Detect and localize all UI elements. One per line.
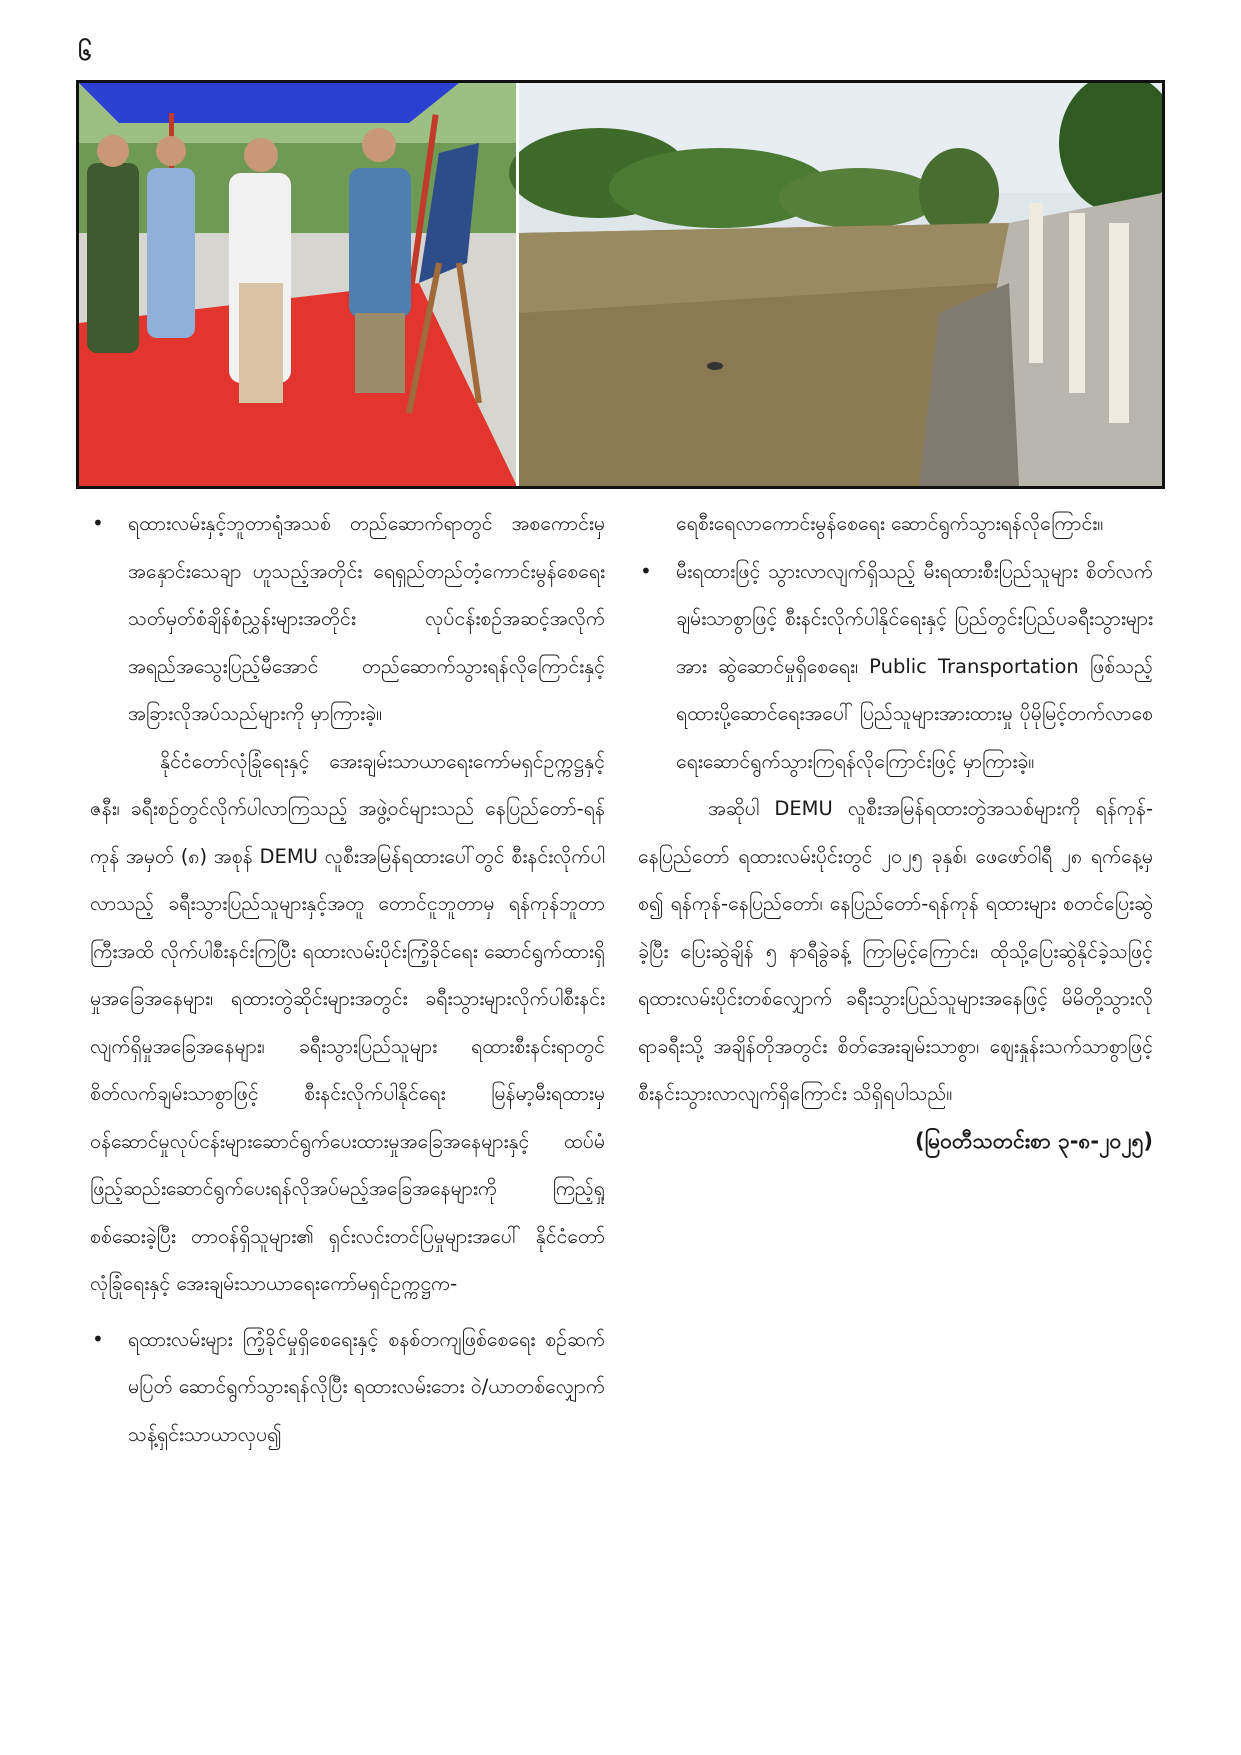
right-column bbox=[638, 500, 1153, 1165]
bullet-text: ရထားလမ်းများ ကြံ့ခိုင်မှုရှိစေရေးနှင့် စနစ်တကျဖြစ်စေရေး စဉ်ဆက်မပြတ် ဆောင်ရွက်သွားရန်လိုပြီး ရထားလမ်းဘေး ဝဲ/ယာတစ်လျှောက် သန့်ရှင်းသာယာလှပ၍ bbox=[128, 1327, 605, 1446]
body-paragraph: အဆိုပါ DEMU လူစီးအမြန်ရထားတွဲအသစ်များကို ရန်ကုန်-နေပြည်တော် ရထားလမ်းပိုင်းတွင် ၂၀၂၅ ခုနှစ်၊ ဖေဖော်ဝါရီ ၂၈ ရက်နေ့မှစ၍ ရန်ကုန်-နေပြည်တော်၊ နေပြည်တော်-ရန်ကုန် ရထားများ စတင်ပြေးဆွဲခဲ့ပြီး ပြေးဆွဲချိန် ၅ နာရီခွဲခန့် ကြာမြင့်ကြောင်း၊ ထိုသို့ပြေးဆွဲနိုင်ခဲ့သဖြင့် ရထားလမ်းပိုင်းတစ်လျှောက် ခရီးသွားပြည်သူများအနေဖြင့် မိမိတို့သွားလိုရာခရီးသို့ အချိန်တိုအတွင်း စိတ်အေးချမ်းသာစွာ၊ ဈေးနှုန်းသက်သာစွာဖြင့် စီးနင်းသွားလာလျက်ရှိကြောင်း သိရှိရပါသည်။ bbox=[638, 797, 1153, 1105]
bullet-item bbox=[90, 1316, 605, 1459]
page-number: ၆ bbox=[78, 38, 92, 66]
bullet-text: မီးရထားဖြင့် သွားလာလျက်ရှိသည့် မီးရထားစီးပြည်သူများ စိတ်လက်ချမ်းသာစွာဖြင့် စီးနင်းလိုက်ပါနိုင်ရေးနှင့် ပြည်တွင်းပြည်ပခရီးသွားများအား ဆွဲဆောင်မှုရှိစေရေး၊ Public Transportation ဖြစ်သည့် ရထားပို့ဆောင်ရေးအပေါ် ပြည်သူများအားထားမှု ပိုမိုမြင့်တက်လာစေရေးဆောင်ရွက်သွားကြရန်လိုကြောင်းဖြင့် မှာကြားခဲ့။ bbox=[676, 559, 1153, 773]
bullet-dot: • bbox=[640, 558, 652, 583]
bullet-text: ရထားလမ်းနှင့်ဘူတာရုံအသစ် တည်ဆောက်ရာတွင် အစကောင်းမှ အနှောင်းသေချာ ဟူသည့်အတိုင်း ရေရှည်တည်တံ့ကောင်းမွန်စေရေး သတ်မှတ်စံချိန်စံညွှန်းများအတိုင်း လုပ်ငန်းစဉ်အဆင့်အလိုက် အရည်အသွေးပြည့်မီအောင် တည်ဆောက်သွားရန်လိုကြောင်းနှင့် အခြားလိုအပ်သည်များကို မှာကြားခဲ့။ bbox=[128, 512, 605, 725]
continued-bullet-text: ရေစီးရေလာကောင်းမွန်စေရေး ဆောင်ရွက်သွားရန်လိုကြောင်း။ bbox=[676, 512, 1104, 535]
source-citation: (မြဝတီသတင်းစာ ၃-၈-၂၀၂၅) bbox=[915, 1128, 1153, 1153]
bullet-dot: • bbox=[92, 511, 104, 535]
bullet-item bbox=[638, 548, 1153, 786]
photo-frame bbox=[76, 80, 1165, 489]
photo-collage bbox=[79, 83, 1162, 486]
body-paragraph: နိုင်ငံတော်လုံခြုံရေးနှင့် အေးချမ်းသာယာရေးကော်မရှင်ဥက္ကဋ္ဌနှင့် ဇနီး၊ ခရီးစဉ်တွင်လိုက်ပါလာကြသည့် အဖွဲ့ဝင်များသည် နေပြည်တော်-ရန်ကုန် အမှတ် (၈) အစုန် DEMU လူစီးအမြန်ရထားပေါ်တွင် စီးနင်းလိုက်ပါလာသည့် ခရီးသွားပြည်သူများနှင့်အတူ တောင်ငူဘူတာမှ ရန်ကုန်ဘူတာကြီးအထိ လိုက်ပါစီးနင်းကြပြီး ရထားလမ်းပိုင်းကြံ့ခိုင်ရေး ဆောင်ရွက်ထားရှိမှုအခြေအနေများ၊ ရထားတွဲဆိုင်းများအတွင်း ခရီးသွားများလိုက်ပါစီးနင်းလျက်ရှိမှုအခြေအနေများ၊ ခရီးသွားပြည်သူများ ရထားစီးနင်းရာတွင် စိတ်လက်ချမ်းသာစွာဖြင့် စီးနင်းလိုက်ပါနိုင်ရေး မြန်မာ့မီးရထားမှဝန်ဆောင်မှုလုပ်ငန်းများဆောင်ရွက်ပေးထားမှုအခြေအနေများနှင့် ထပ်မံဖြည့်ဆည်းဆောင်ရွက်ပေးရန်လိုအပ်မည့်အခြေအနေများကို ကြည့်ရှုစစ်ဆေးခဲ့ပြီး တာဝန်ရှိသူများ၏ ရှင်းလင်းတင်ပြမှုများအပေါ် နိုင်ငံတော်လုံခြုံရေးနှင့် အေးချမ်းသာယာရေးကော်မရှင်ဥက္ကဋ္ဌက- bbox=[90, 749, 605, 1295]
bullet-dot: • bbox=[92, 1326, 104, 1351]
photo-river bbox=[509, 83, 1162, 486]
bullet-item bbox=[90, 500, 605, 738]
left-column bbox=[90, 500, 605, 1458]
photo-officials bbox=[79, 83, 517, 486]
